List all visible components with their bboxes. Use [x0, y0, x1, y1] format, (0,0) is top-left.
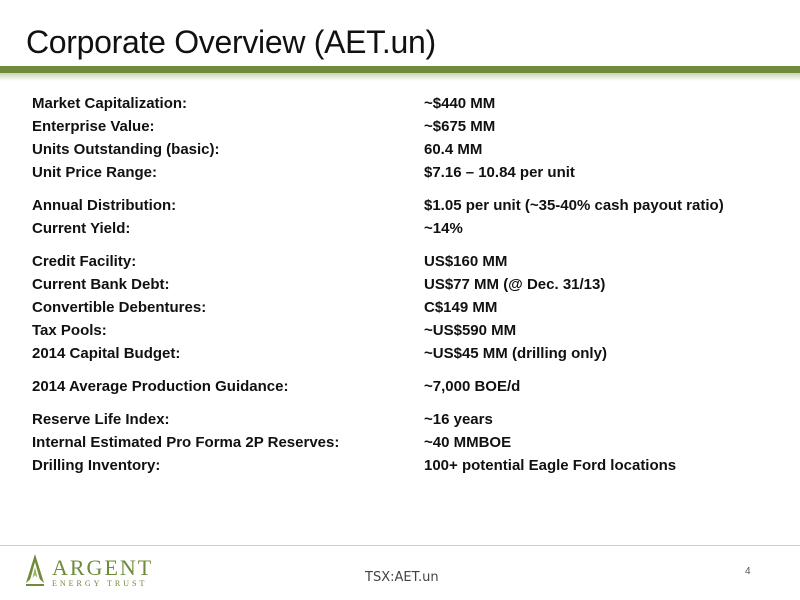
- row-label: Credit Facility:: [32, 253, 137, 270]
- row-label: Internal Estimated Pro Forma 2P Reserves:: [32, 434, 340, 451]
- row-value: ~7,000 BOE/d: [424, 378, 521, 395]
- row-label: Annual Distribution:: [32, 197, 177, 214]
- row-value: ~US$45 MM (drilling only): [424, 345, 607, 362]
- slide-title: Corporate Overview (AET.un): [26, 24, 436, 60]
- row-value: 100+ potential Eagle Ford locations: [424, 457, 677, 474]
- row-label: Current Bank Debt:: [32, 276, 170, 293]
- footer-divider: [0, 545, 800, 546]
- table-row: [32, 115, 782, 138]
- table-row: [32, 408, 782, 431]
- table-row: [32, 319, 782, 342]
- table-row: [32, 454, 782, 477]
- table-row: [32, 138, 782, 161]
- group-reserves: [32, 408, 782, 477]
- company-logo: [24, 553, 153, 589]
- page-number: 4: [745, 566, 751, 577]
- table-row: [32, 194, 782, 217]
- group-market: [32, 92, 782, 184]
- row-label: Reserve Life Index:: [32, 411, 170, 428]
- row-value: ~$440 MM: [424, 95, 496, 112]
- row-value: US$77 MM (@ Dec. 31/13): [424, 276, 606, 293]
- row-label: Convertible Debentures:: [32, 299, 207, 316]
- row-value: ~14%: [424, 220, 463, 237]
- row-value: US$160 MM: [424, 253, 508, 270]
- row-label: 2014 Capital Budget:: [32, 345, 181, 362]
- footer-ticker: TSX:AET.un: [365, 570, 439, 585]
- row-value: ~40 MMBOE: [424, 434, 512, 451]
- row-label: Current Yield:: [32, 220, 131, 237]
- row-value: 60.4 MM: [424, 141, 483, 158]
- table-row: [32, 217, 782, 240]
- flame-logo-icon: [24, 553, 46, 589]
- row-value: $7.16 – 10.84 per unit: [424, 164, 575, 181]
- row-label: Drilling Inventory:: [32, 457, 161, 474]
- table-row: [32, 161, 782, 184]
- table-row: [32, 431, 782, 454]
- row-value: C$149 MM: [424, 299, 498, 316]
- title-divider-bar: [0, 66, 800, 73]
- row-value: ~$675 MM: [424, 118, 496, 135]
- table-row: [32, 250, 782, 273]
- row-value: ~16 years: [424, 411, 493, 428]
- table-row: [32, 342, 782, 365]
- row-label: Enterprise Value:: [32, 118, 155, 135]
- brand-subtitle: ENERGY TRUST: [52, 579, 148, 588]
- brand-name: ARGENT: [52, 555, 154, 580]
- row-label: Market Capitalization:: [32, 95, 188, 112]
- table-row: [32, 92, 782, 115]
- table-row: [32, 375, 782, 398]
- row-label: Tax Pools:: [32, 322, 107, 339]
- row-label: 2014 Average Production Guidance:: [32, 378, 289, 395]
- group-financing: [32, 250, 782, 365]
- row-label: Unit Price Range:: [32, 164, 158, 181]
- group-production: [32, 375, 782, 398]
- title-divider-shadow: [0, 73, 800, 81]
- row-value: $1.05 per unit (~35-40% cash payout ratio): [424, 197, 724, 214]
- row-label: Units Outstanding (basic):: [32, 141, 220, 158]
- table-row: [32, 296, 782, 319]
- row-value: ~US$590 MM: [424, 322, 517, 339]
- table-row: [32, 273, 782, 296]
- overview-table: [32, 92, 782, 487]
- group-distribution: [32, 194, 782, 240]
